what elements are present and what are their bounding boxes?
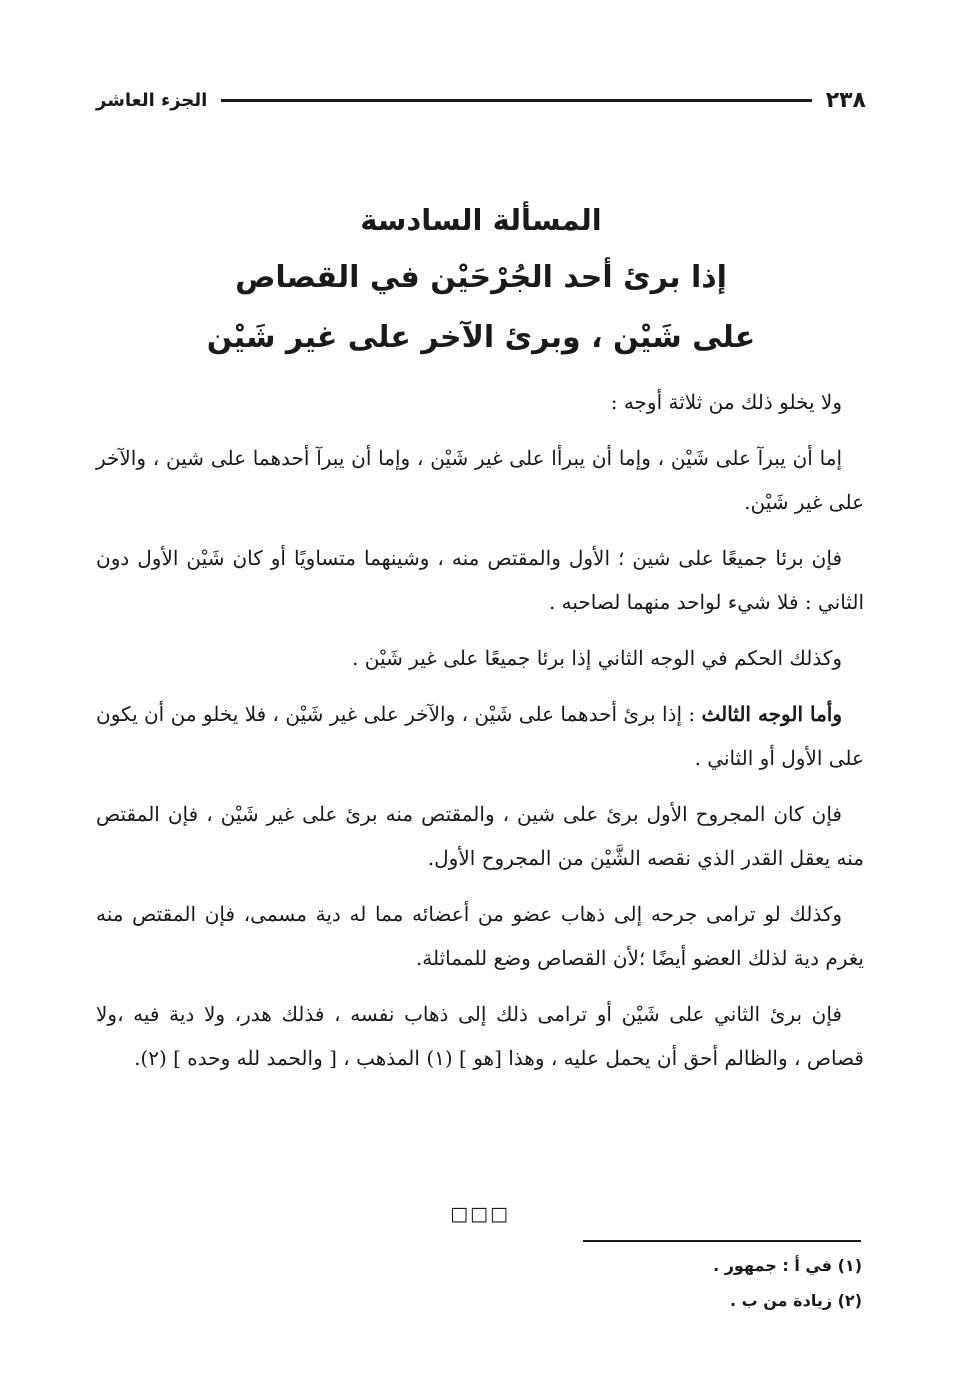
section-titles	[96, 192, 866, 368]
body-text	[96, 380, 864, 1092]
paragraph-5-lead: وأما الوجه الثالث	[701, 702, 843, 726]
header-rule	[221, 99, 811, 102]
running-title: الجزء العاشر	[96, 89, 208, 111]
paragraph-5	[96, 692, 864, 780]
paragraph-7: وكذلك لو ترامى جرحه إلى ذهاب عضو من أعضائه مما له دية مسمى، فإن المقتص منه يغرم دية لذلك العضو أيضًا ؛لأن القصاص وضع للمماثلة.	[96, 902, 864, 970]
paragraph-8: فإن برئ الثاني على شَيْن أو ترامى ذلك إلى ذهاب نفسه ، فذلك هدر، ولا دية فيه ،ولا قصاص ، والظالم أحق أن يحمل عليه ، وهذا [هو ] (١) المذهب ، [ والحمد لله وحده ] (٢).	[96, 1002, 864, 1070]
footnotes	[500, 1248, 862, 1318]
page-number: ٢٣٨	[825, 87, 866, 113]
paragraph-6: فإن كان المجروح الأول برئ على شين ، والمقتص منه برئ على غير شَيْن ، فإن المقتص منه يعقل القدر الذي نقصه الشَّيْن من المجروح الأول.	[96, 802, 864, 870]
footnote-1: (١) في أ : جمهور .	[713, 1256, 862, 1275]
paragraph-5-text: : إذا برئ أحدهما على شَيْن ، والآخر على غير شَيْن ، فلا يخلو من أن يكون على الأول أو الثاني .	[96, 702, 864, 770]
paragraph-1: ولا يخلو ذلك من ثلاثة أوجه :	[610, 390, 842, 414]
paragraph-4: وكذلك الحكم في الوجه الثاني إذا برئا جميعًا على غير شَيْن .	[352, 646, 842, 670]
paragraph-2: إما أن يبرآ على شَيْن ، وإما أن يبرأا على غير شَيْن ، وإما أن يبرآ أحدهما على شين ، والآخر على غير شَيْن.	[96, 446, 864, 514]
footnote-2: (٢) زيادة من ب .	[729, 1291, 862, 1310]
section-end-separator: □□□	[450, 1203, 510, 1225]
chapter-title: المسألة السادسة	[360, 203, 602, 237]
page-header	[96, 82, 866, 118]
subtitle-line-1: إذا برئ أحد الجُرْحَيْن في القصاص	[235, 260, 727, 295]
subtitle-line-2: على شَيْن ، وبرئ الآخر على غير شَيْن	[206, 320, 756, 355]
footnote-rule	[583, 1240, 861, 1242]
paragraph-3: فإن برئا جميعًا على شين ؛ الأول والمقتص منه ، وشينهما متساويًا أو كان شَيْن الأول دون الثاني : فلا شيء لواحد منهما لصاحبه .	[96, 546, 864, 614]
